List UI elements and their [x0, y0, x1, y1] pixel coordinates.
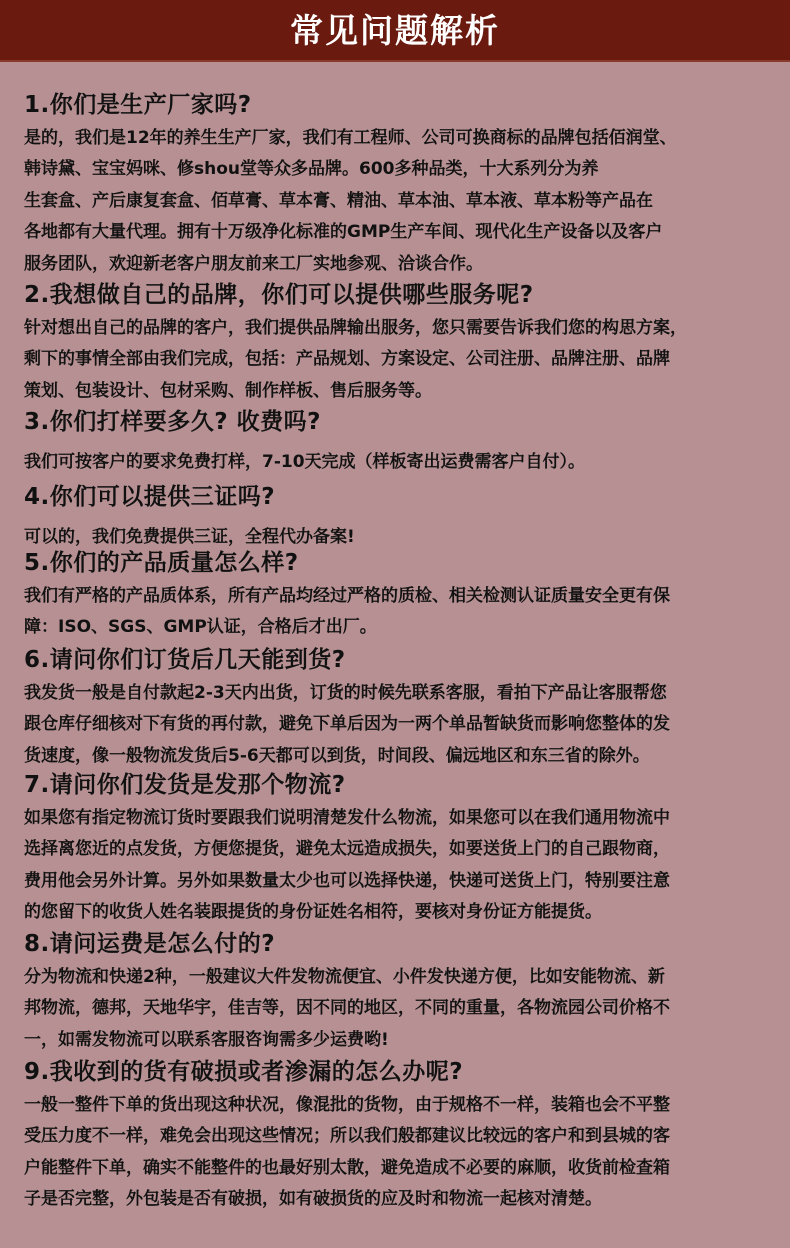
faq-answer-line: 可以的，我们免费提供三证，全程代办备案! — [24, 527, 355, 547]
faq-answer-line: 选择离您近的点发货，方便您提货，避免太远造成损失，如要送货上门的自己跟物商， — [24, 839, 670, 860]
faq-item-1 — [24, 90, 784, 280]
faq-answer — [24, 447, 784, 478]
faq-question: 9.我收到的货有破损或者渗漏的怎么办呢? — [24, 1059, 464, 1085]
faq-question: 3.你们打样要多久? 收费吗? — [24, 409, 321, 435]
faq-answer-line: 我们可按客户的要求免费打样，7-10天完成（样板寄出运费需客户自付）。 — [24, 452, 586, 472]
faq-question: 4.你们可以提供三证吗? — [24, 484, 276, 510]
faq-answer-line: 如果您有指定物流订货时要跟我们说明清楚发什么物流，如果您可以在我们通用物流中 — [24, 808, 670, 828]
faq-answer-line: 货速度，像一般物流发货后5-6天都可以到货，时间段、偏远地区和东三省的除外。 — [24, 745, 650, 766]
faq-answer-line: 邦物流，德邦，天地华宇，佳吉等，因不同的地区，不同的重量，各物流园公司价格不 — [24, 998, 670, 1019]
faq-answer-line: 策划、包装设计、包材采购、制作样板、售后服务等。 — [24, 380, 432, 401]
faq-answer-line: 分为物流和快递2种，一般建议大件发物流便宜、小件发快递方便，比如安能物流、新 — [24, 967, 665, 987]
faq-answer — [24, 678, 784, 772]
faq-answer — [24, 313, 784, 407]
faq-answer-line: 受压力度不一样，难免会出现这些情况；所以我们般都建议比较远的客户和到县城的客 — [24, 1126, 670, 1147]
faq-answer-line: 服务团队，欢迎新老客户朋友前来工厂实地参观、洽谈合作。 — [24, 253, 483, 274]
page-title: 常见问题解析 — [290, 11, 500, 50]
faq-answer-line: 的您留下的收货人姓名装跟提货的身份证姓名相符，要核对身份证方能提货。 — [24, 902, 602, 923]
faq-answer-line: 生套盒、产后康复套盒、佰草膏、草本膏、精油、草本油、草本液、草本粉等产品在 — [24, 190, 653, 211]
faq-question: 2.我想做自己的品牌，你们可以提供哪些服务呢? — [24, 282, 534, 308]
faq-item-8 — [24, 929, 784, 1056]
faq-answer — [24, 962, 784, 1056]
faq-question: 7.请问你们发货是发那个物流? — [24, 772, 346, 798]
faq-item-3 — [24, 407, 784, 478]
faq-item-6 — [24, 645, 784, 772]
faq-answer-line: 障：ISO、SGS、GMP认证，合格后才出厂。 — [24, 617, 377, 638]
faq-answer-line: 针对想出自己的品牌的客户，我们提供品牌输出服务，您只需要告诉我们您的构思方案， — [24, 318, 687, 338]
faq-answer-line: 我们有严格的产品质体系，所有产品均经过严格的质检、相关检测认证质量安全更有保 — [24, 586, 670, 606]
faq-answer-line: 子是否完整，外包装是否有破损，如有破损货的应及时和物流一起核对清楚。 — [24, 1189, 602, 1210]
faq-item-7 — [24, 770, 784, 929]
faq-item-9 — [24, 1057, 784, 1216]
page-header — [0, 0, 790, 60]
faq-answer-line: 我发货一般是自付款起2-3天内出货，订货的时候先联系客服，看拍下产品让客服帮您 — [24, 683, 667, 703]
faq-answer-line: 韩诗黛、宝宝妈咪、修shou堂等众多品牌。600多种品类，十大系列分为养 — [24, 159, 599, 180]
faq-answer-line: 是的，我们是12年的养生生产厂家，我们有工程师、公司可换商标的品牌包括佰润堂、 — [24, 128, 677, 148]
faq-item-2 — [24, 280, 784, 407]
faq-answer-line: 剩下的事情全部由我们完成，包括：产品规划、方案设定、公司注册、品牌注册、品牌 — [24, 349, 670, 370]
faq-answer — [24, 1090, 784, 1216]
faq-answer-line: 各地都有大量代理。拥有十万级净化标准的GMP生产车间、现代化生产设备以及客户 — [24, 222, 663, 243]
faq-answer-line: 户能整件下单，确实不能整件的也最好别太散，避免造成不必要的麻顺，收货前检查箱 — [24, 1157, 670, 1178]
faq-item-4 — [24, 482, 784, 553]
faq-answer-line: 一般一整件下单的货出现这种状况，像混批的货物，由于规格不一样，装箱也会不平整 — [24, 1095, 670, 1115]
faq-question: 1.你们是生产厂家吗? — [24, 92, 252, 118]
faq-answer-line: 一，如需发物流可以联系客服咨询需多少运费哟! — [24, 1029, 389, 1050]
faq-answer — [24, 123, 784, 280]
faq-question: 5.你们的产品质量怎么样? — [24, 550, 299, 576]
faq-answer-line: 费用他会另外计算。另外如果数量太少也可以选择快递，快递可送货上门，特别要注意 — [24, 870, 670, 891]
faq-answer-line: 跟仓库仔细核对下有货的再付款，避免下单后因为一两个单品暂缺货而影响您整体的发 — [24, 714, 670, 735]
faq-question: 8.请问运费是怎么付的? — [24, 931, 276, 957]
faq-answer — [24, 803, 784, 929]
faq-item-5 — [24, 548, 784, 644]
faq-question: 6.请问你们订货后几天能到货? — [24, 647, 346, 673]
faq-answer — [24, 581, 784, 644]
